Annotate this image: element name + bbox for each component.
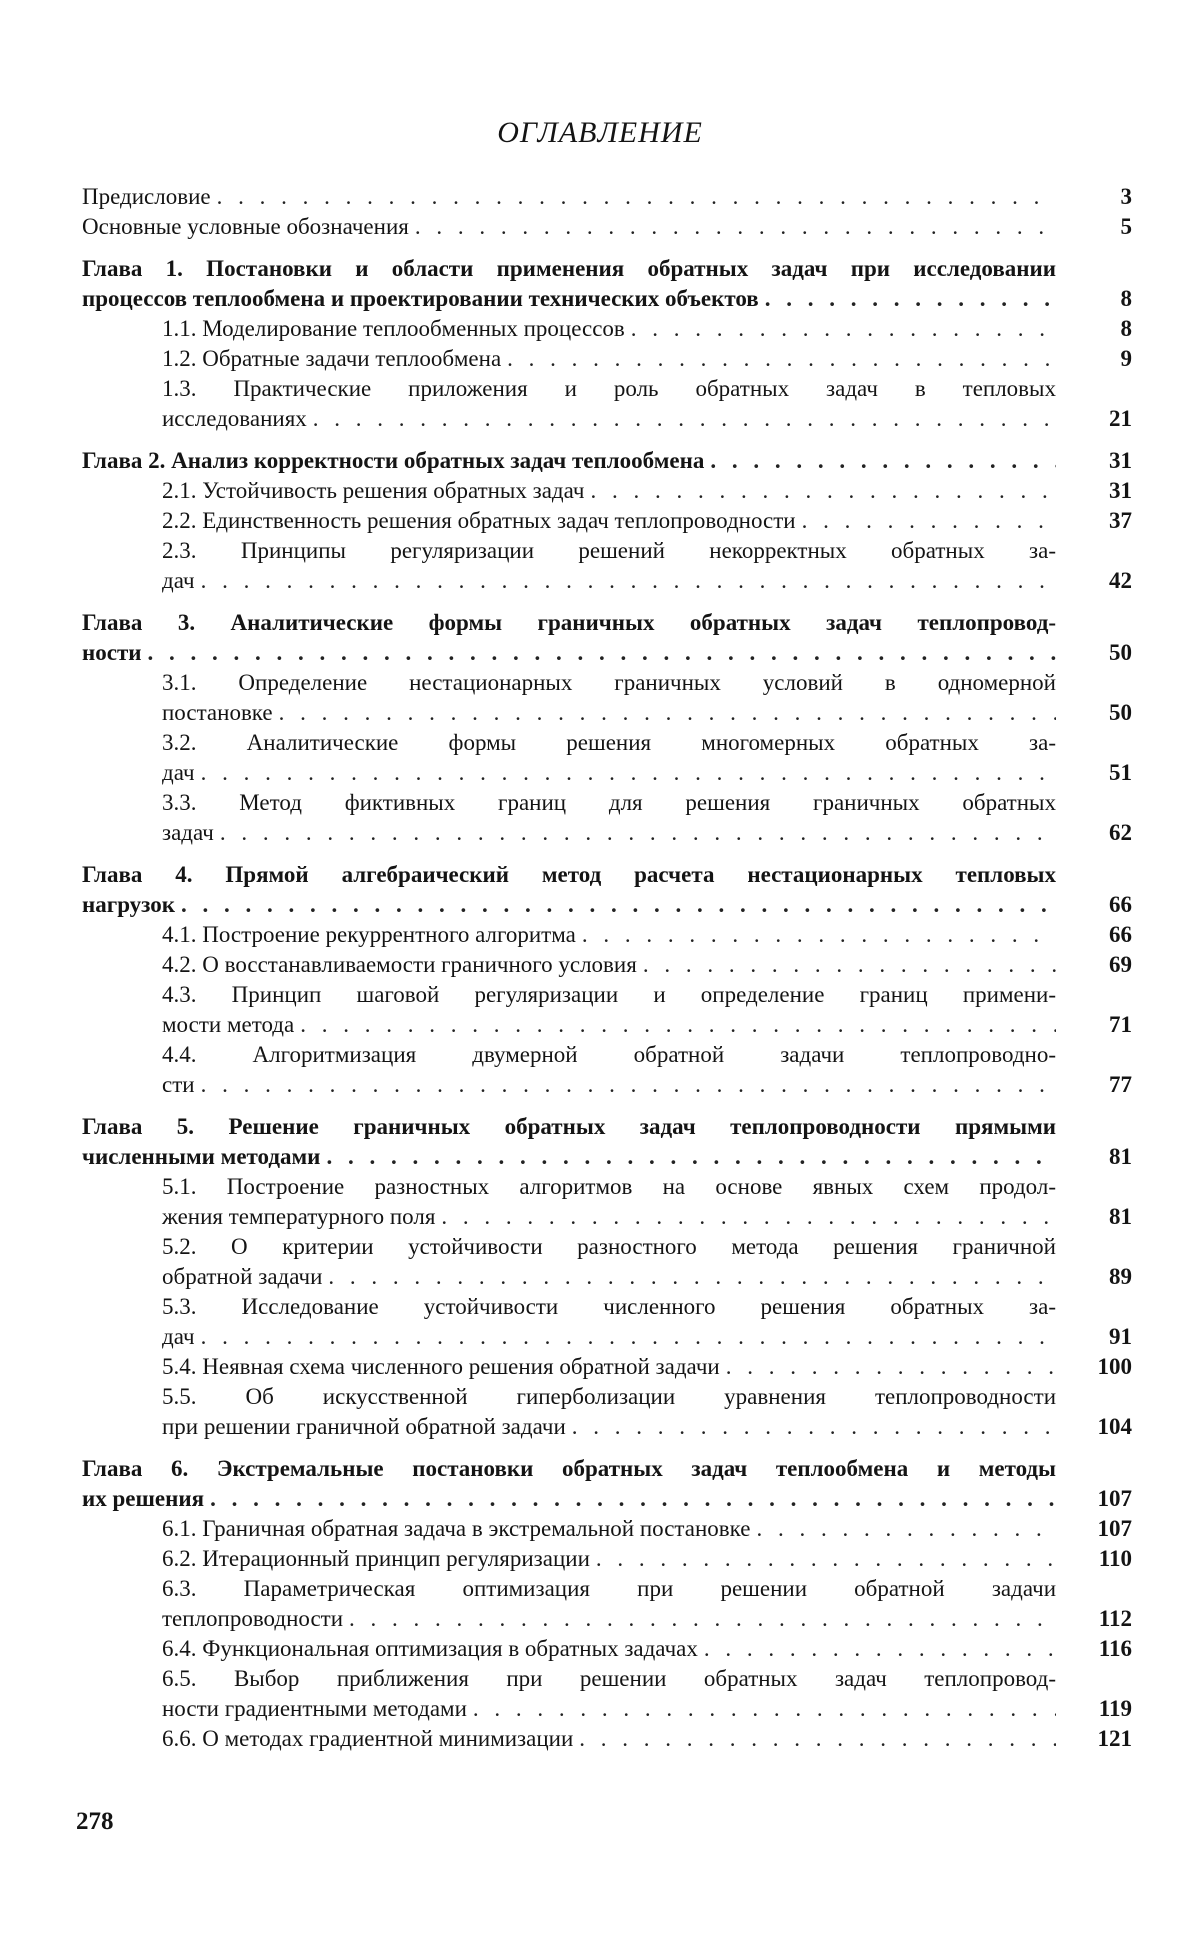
toc-chapter-entry (82, 1454, 1132, 1514)
dot-leader (148, 638, 1056, 668)
toc-page-number: 3 (1120, 184, 1132, 209)
dot-leader (349, 1604, 1056, 1634)
dot-leader (631, 314, 1056, 344)
toc-entry-last-line (82, 638, 1056, 668)
toc-entry-last-line (162, 344, 1056, 374)
dot-leader (313, 404, 1056, 434)
toc-section-entry (82, 920, 1132, 950)
toc-entry-text: Глава 5. Решение граничных обратных задач теплопроводности прямыми (82, 1114, 1056, 1139)
toc-section-entry (82, 1514, 1132, 1544)
toc-section-entry (82, 476, 1132, 506)
dot-leader (572, 1412, 1056, 1442)
dot-leader (201, 566, 1056, 596)
dot-leader (220, 818, 1056, 848)
toc-section-entry (82, 668, 1132, 728)
toc-page-number: 71 (1109, 1012, 1132, 1037)
toc-entry-text: дач (162, 760, 195, 785)
toc-entry-text: 4.1. Построение рекуррентного алгоритма (162, 922, 576, 947)
toc-entry-text: 5.4. Неявная схема численного решения обратной задачи (162, 1354, 720, 1379)
toc-page-number: 66 (1109, 892, 1132, 917)
toc-entry-text: 5.2. О критерии устойчивости разностного метода решения граничной (162, 1234, 1056, 1259)
toc-page-number: 77 (1109, 1072, 1132, 1097)
toc-entry-text: 6.5. Выбор приближения при решении обратных задач теплопровод- (162, 1666, 1056, 1691)
dot-leader (643, 950, 1056, 980)
toc-entry-last-line (162, 698, 1056, 728)
toc-section-entry (82, 344, 1132, 374)
dot-leader (765, 284, 1056, 314)
toc-entry-last-line (162, 1544, 1056, 1574)
dot-leader (579, 1724, 1056, 1754)
toc-entry-text: 6.6. О методах градиентной минимизации (162, 1726, 574, 1751)
toc-entry-last-line (162, 1010, 1056, 1040)
toc-entry-text: 4.4. Алгоритмизация двумерной обратной задачи теплопроводно- (162, 1042, 1056, 1067)
toc-page-number: 91 (1109, 1324, 1132, 1349)
toc-page-number: 8 (1120, 286, 1132, 311)
toc-entry-text: постановке (162, 700, 273, 725)
toc-page-number: 50 (1109, 700, 1132, 725)
toc-entry-text: задач (162, 820, 214, 845)
toc-entry-text: 3.1. Определение нестационарных граничных условий в одномерной (162, 670, 1056, 695)
toc-section-entry (82, 1292, 1132, 1352)
toc-entry-text: 6.1. Граничная обратная задача в экстремальной постановке (162, 1516, 751, 1541)
toc-entry-text: Глава 1. Постановки и области применения обратных задач при исследовании (82, 256, 1056, 281)
toc-entry-last-line (162, 758, 1056, 788)
toc-entry-text: 2.2. Единственность решения обратных задач теплопроводности (162, 508, 796, 533)
toc-section-entry (82, 1232, 1132, 1292)
toc-entry-text: 1.3. Практические приложения и роль обратных задач в тепловых (162, 376, 1056, 401)
toc-entry-last-line (162, 920, 1056, 950)
toc-entry-last-line (162, 1352, 1056, 1382)
toc-page-number: 9 (1120, 346, 1132, 371)
dot-leader (300, 1010, 1056, 1040)
toc-entry-text: 5.3. Исследование устойчивости численного решения обратных за- (162, 1294, 1056, 1319)
toc-page-number: 69 (1109, 952, 1132, 977)
toc-entry-last-line (162, 1604, 1056, 1634)
toc-entry-last-line (82, 182, 1056, 212)
toc-entry-text: сти (162, 1072, 195, 1097)
toc-entry-text: мости метода (162, 1012, 295, 1037)
toc-entry-text: 6.4. Функциональная оптимизация в обратных задачах (162, 1636, 698, 1661)
toc-section-entry (82, 1664, 1132, 1724)
toc-page-number: 112 (1098, 1606, 1132, 1631)
toc-section-entry (82, 1352, 1132, 1382)
toc-entry-last-line (162, 1262, 1056, 1292)
toc-entry-last-line (82, 446, 1056, 476)
toc-entry-text: 3.3. Метод фиктивных границ для решения граничных обратных (162, 790, 1056, 815)
dot-leader (279, 698, 1056, 728)
toc-entry-text: Глава 2. Анализ корректности обратных задач теплообмена (82, 448, 705, 473)
toc-entry-last-line (162, 566, 1056, 596)
toc-entry-text: процессов теплообмена и проектировании технических объектов (82, 286, 759, 311)
toc-entry-text: 3.2. Аналитические формы решения многомерных обратных за- (162, 730, 1056, 755)
toc-entry-text: Глава 3. Аналитические формы граничных обратных задач теплопровод- (82, 610, 1056, 635)
toc-page-number: 116 (1098, 1636, 1132, 1661)
toc-chapter-entry (82, 860, 1132, 920)
toc-page-number: 119 (1098, 1696, 1132, 1721)
dot-leader (201, 1070, 1056, 1100)
dot-leader (710, 446, 1056, 476)
toc-page-number: 51 (1109, 760, 1132, 785)
toc-entry-text: численными методами (82, 1144, 321, 1169)
page-number: 278 (76, 1808, 114, 1835)
toc-entry-text: 1.2. Обратные задачи теплообмена (162, 346, 502, 371)
toc-section-entry (82, 1544, 1132, 1574)
dot-leader (328, 1262, 1056, 1292)
toc-entry-last-line (162, 404, 1056, 434)
toc-entry-last-line (162, 1070, 1056, 1100)
toc-entry-text: нагрузок (82, 892, 176, 917)
toc-page-number: 89 (1109, 1264, 1132, 1289)
dot-leader (596, 1544, 1056, 1574)
toc-page-number: 66 (1109, 922, 1132, 947)
dot-leader (704, 1634, 1056, 1664)
toc-page-number: 81 (1109, 1204, 1132, 1229)
toc-section-entry (82, 980, 1132, 1040)
dot-leader (726, 1352, 1056, 1382)
dot-leader (415, 212, 1056, 242)
toc-entry-text: при решении граничной обратной задачи (162, 1414, 566, 1439)
toc-entry-text: 2.1. Устойчивость решения обратных задач (162, 478, 585, 503)
toc-page-number: 50 (1109, 640, 1132, 665)
toc-section-entry (82, 536, 1132, 596)
toc-entry (82, 212, 1132, 242)
dot-leader (181, 890, 1056, 920)
toc-entry (82, 182, 1132, 212)
toc-entry-text: 4.2. О восстанавливаемости граничного условия (162, 952, 637, 977)
toc-entry-last-line (82, 1142, 1056, 1172)
toc-page-number: 107 (1097, 1516, 1132, 1541)
dot-leader (217, 182, 1056, 212)
toc-entry-last-line (162, 506, 1056, 536)
toc-chapter-entry (82, 254, 1132, 314)
toc-entry-text: ности градиентными методами (162, 1696, 467, 1721)
toc-entry-last-line (162, 1322, 1056, 1352)
toc-section-entry (82, 1634, 1132, 1664)
toc-entry-last-line (82, 284, 1056, 314)
toc-page-number: 121 (1097, 1726, 1132, 1751)
toc-entry-text: теплопроводности (162, 1606, 344, 1631)
toc-entry-last-line (82, 890, 1056, 920)
toc-page-number: 104 (1097, 1414, 1132, 1439)
dot-leader (441, 1202, 1056, 1232)
dot-leader (201, 758, 1056, 788)
toc-entry-last-line (162, 1514, 1056, 1544)
toc-entry-text: жения температурного поля (162, 1204, 436, 1229)
dot-leader (582, 920, 1056, 950)
toc-entry-last-line (82, 212, 1056, 242)
toc-section-entry (82, 374, 1132, 434)
toc-page-number: 8 (1120, 316, 1132, 341)
toc-page-number: 62 (1109, 820, 1132, 845)
dot-leader (507, 344, 1056, 374)
dot-leader (210, 1484, 1056, 1514)
toc-entry-last-line (162, 1634, 1056, 1664)
toc-entry-text: 5.1. Построение разностных алгоритмов на основе явных схем продол- (162, 1174, 1056, 1199)
toc-entry-text: 1.1. Моделирование теплообменных процессов (162, 316, 625, 341)
toc-page-number: 5 (1120, 214, 1132, 239)
toc-section-entry (82, 1574, 1132, 1634)
toc-section-entry (82, 1172, 1132, 1232)
toc-section-entry (82, 950, 1132, 980)
toc-entry-text: ности (82, 640, 142, 665)
toc-page-number: 42 (1109, 568, 1132, 593)
toc-section-entry (82, 1040, 1132, 1100)
toc-entry-text: 2.3. Принципы регуляризации решений некорректных обратных за- (162, 538, 1056, 563)
toc-entry-last-line (162, 314, 1056, 344)
toc-section-entry (82, 788, 1132, 848)
dot-leader (591, 476, 1057, 506)
toc-entry-text: Глава 4. Прямой алгебраический метод расчета нестационарных тепловых (82, 862, 1056, 887)
toc-page-number: 21 (1109, 406, 1132, 431)
toc-entry-last-line (162, 1202, 1056, 1232)
toc-entry-last-line (162, 1694, 1056, 1724)
toc-entry-last-line (162, 476, 1056, 506)
toc-entry-last-line (162, 818, 1056, 848)
toc-entry-text: обратной задачи (162, 1264, 323, 1289)
toc-entry-text: Предисловие (82, 184, 211, 209)
toc-entry-text: дач (162, 568, 195, 593)
toc-entry-text: Основные условные обозначения (82, 214, 409, 239)
dot-leader (201, 1322, 1056, 1352)
toc-page-number: 37 (1109, 508, 1132, 533)
toc-page-number: 107 (1097, 1486, 1132, 1511)
dot-leader (326, 1142, 1056, 1172)
toc-section-entry (82, 506, 1132, 536)
toc-section-entry (82, 1382, 1132, 1442)
toc-entry-last-line (162, 950, 1056, 980)
toc-entry-last-line (162, 1724, 1056, 1754)
toc-entry-text: дач (162, 1324, 195, 1349)
toc-entry-text: 4.3. Принцип шаговой регуляризации и определение границ примени- (162, 982, 1056, 1007)
toc-entry-text: исследованиях (162, 406, 307, 431)
toc-entry-text: 5.5. Об искусственной гиперболизации уравнения теплопроводности (162, 1384, 1056, 1409)
page-title: ОГЛАВЛЕНИЕ (497, 116, 703, 149)
table-of-contents (82, 182, 1132, 1754)
toc-entry-text: их решения (82, 1486, 205, 1511)
toc-page-number: 110 (1098, 1546, 1132, 1571)
dot-leader (802, 506, 1056, 536)
toc-chapter-entry (82, 608, 1132, 668)
toc-entry-last-line (82, 1484, 1056, 1514)
toc-page-number: 31 (1109, 448, 1132, 473)
toc-chapter-entry (82, 446, 1132, 476)
toc-page-number: 100 (1097, 1354, 1132, 1379)
toc-section-entry (82, 1724, 1132, 1754)
dot-leader (756, 1514, 1056, 1544)
toc-entry-text: 6.2. Итерационный принцип регуляризации (162, 1546, 590, 1571)
toc-entry-text: Глава 6. Экстремальные постановки обратных задач теплообмена и методы (82, 1456, 1056, 1481)
toc-chapter-entry (82, 1112, 1132, 1172)
dot-leader (473, 1694, 1056, 1724)
toc-section-entry (82, 728, 1132, 788)
toc-page-number: 81 (1109, 1144, 1132, 1169)
toc-section-entry (82, 314, 1132, 344)
toc-entry-text: 6.3. Параметрическая оптимизация при решении обратной задачи (162, 1576, 1056, 1601)
toc-page-number: 31 (1109, 478, 1132, 503)
toc-entry-last-line (162, 1412, 1056, 1442)
